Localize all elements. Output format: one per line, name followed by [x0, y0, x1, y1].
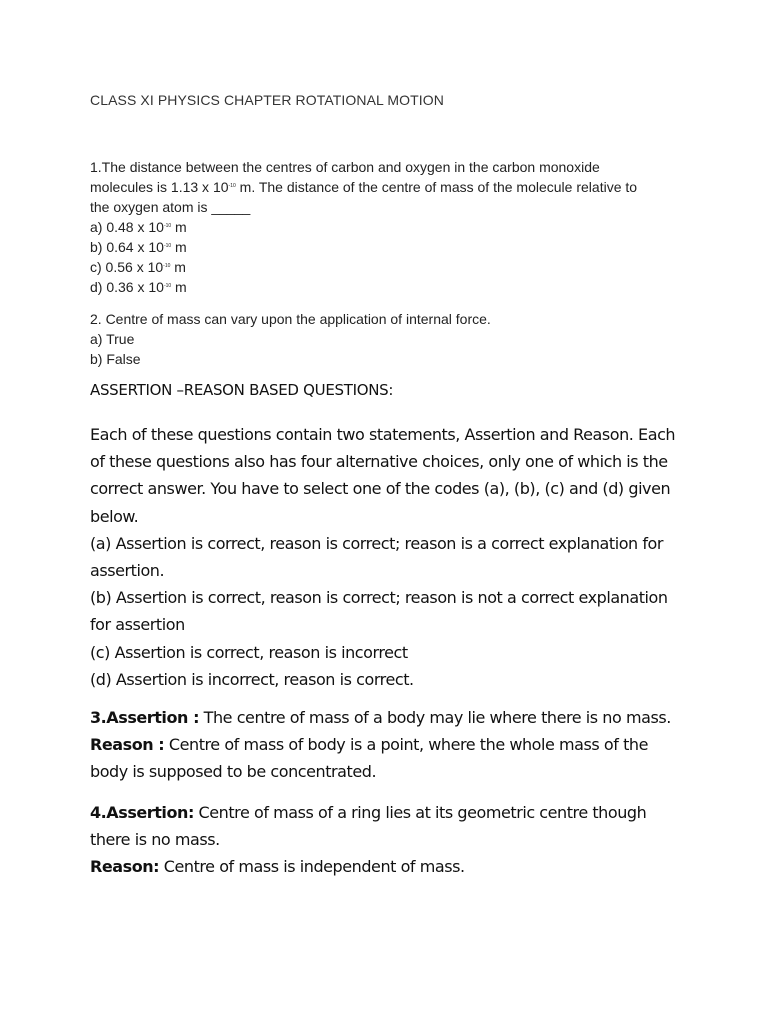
code-line: for assertion [90, 615, 185, 635]
question-1 [90, 157, 680, 297]
question-3-reason-continued: body is supposed to be concentrated. [90, 762, 377, 782]
option-text: b) 0.64 x 10 [90, 239, 164, 255]
code-line: (b) Assertion is correct, reason is correct; reason is not a correct explanation [90, 588, 668, 608]
code-line: assertion. [90, 561, 165, 581]
question-4-reason [90, 853, 690, 880]
section-heading: ASSERTION –REASON BASED QUESTIONS: [90, 381, 394, 399]
assertion-label: 3.Assertion : [90, 708, 200, 727]
question-1-line-3: the oxygen atom is _____ [90, 199, 251, 215]
question-3-assertion [90, 704, 690, 731]
assertion-text: The centre of mass of a body may lie where there is no mass. [199, 708, 671, 727]
question-3-reason [90, 731, 690, 758]
assertion-text: Centre of mass of a ring lies at its geometric centre though [193, 803, 647, 822]
question-4-assertion [90, 799, 690, 826]
assertion-label: 4.Assertion: [90, 803, 194, 822]
option-text: a) 0.48 x 10 [90, 219, 164, 235]
document-title: CLASS XI PHYSICS CHAPTER ROTATIONAL MOTION [90, 92, 444, 108]
reason-text: Centre of mass is independent of mass. [159, 857, 465, 877]
question-1-text-pre: molecules is 1.13 x 10 [90, 179, 229, 195]
option-unit: m [171, 279, 187, 295]
question-2-option-b: b) False [90, 351, 141, 367]
question-2-option-a: a) True [90, 331, 135, 347]
question-2-text: 2. Centre of mass can vary upon the application of internal force. [90, 311, 491, 327]
code-line: (a) Assertion is correct, reason is correct; reason is a correct explanation for [90, 533, 664, 553]
reason-text: Centre of mass of body is a point, where the whole mass of the [164, 735, 649, 755]
question-4-assertion-continued: there is no mass. [90, 830, 220, 850]
reason-label: Reason: [90, 857, 160, 877]
question-1-option-d [90, 277, 680, 297]
code-line: (c) Assertion is correct, reason is incorrect [90, 642, 408, 662]
question-1-option-b [90, 237, 680, 257]
instruction-line: below. [90, 506, 139, 526]
option-exponent: -10 [163, 243, 172, 249]
option-exponent: -10 [163, 223, 172, 229]
option-exponent: -10 [163, 263, 171, 269]
instruction-line: correct answer. You have to select one of the codes (a), (b), (c) and (d) given [90, 479, 671, 499]
instruction-line: Each of these questions contain two statements, Assertion and Reason. Each [90, 425, 676, 444]
question-1-option-a [90, 217, 680, 237]
question-2 [90, 309, 680, 369]
question-1-option-c [90, 257, 680, 277]
question-1-line-2 [90, 177, 680, 197]
option-text: c) 0.56 x 10 [90, 259, 164, 275]
option-unit: m [171, 239, 187, 255]
option-text: d) 0.36 x 10 [90, 279, 164, 295]
instruction-line: of these questions also has four alternative choices, only one of which is the [90, 452, 668, 472]
question-1-text-post: m. The distance of the centre of mass of the molecule relative to [235, 179, 638, 195]
question-1-exponent: -10 [228, 183, 236, 189]
option-unit: m [171, 219, 187, 235]
question-4 [90, 799, 690, 881]
option-exponent: -10 [163, 283, 172, 289]
question-1-line-1: 1.The distance between the centres of carbon and oxygen in the carbon monoxide [90, 159, 600, 175]
reason-label: Reason : [90, 735, 165, 755]
question-3 [90, 704, 690, 786]
code-line: (d) Assertion is incorrect, reason is correct. [90, 669, 414, 689]
option-unit: m [170, 259, 186, 275]
instructions-block [90, 421, 690, 693]
